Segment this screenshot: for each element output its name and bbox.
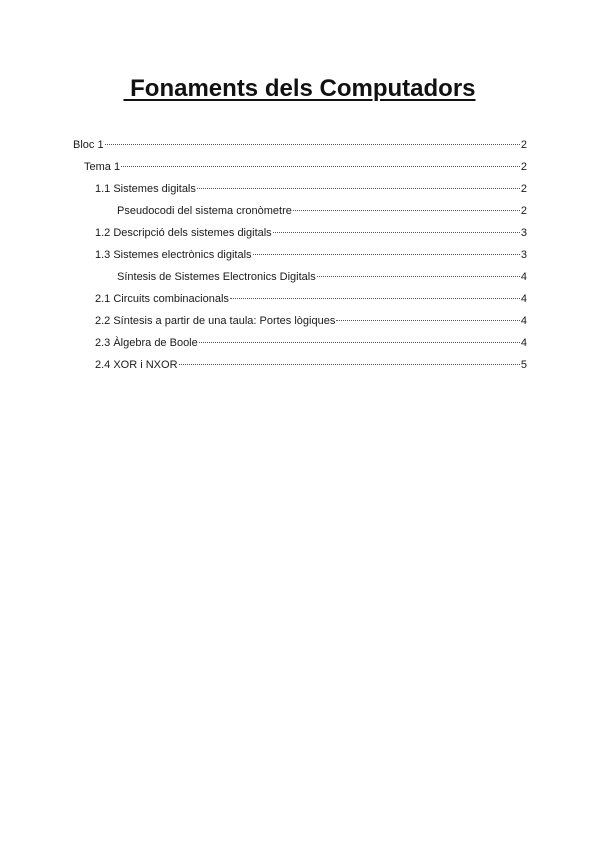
document-title [0,74,599,104]
document-title-text: Fonaments dels Computadors [123,75,476,102]
toc-dot-leader [253,253,520,255]
toc-entry-page: 2 [520,183,527,195]
toc-entry-1-2[interactable] [73,222,527,244]
toc-dot-leader [317,275,520,277]
toc-entry-label: 2.4 XOR i NXOR [95,359,178,371]
toc-dot-leader [197,187,520,189]
toc-dot-leader [273,231,520,233]
toc-entry-label: Bloc 1 [73,139,104,151]
toc-entry-label: 1.1 Sistemes digitals [95,183,196,195]
toc-dot-leader [336,319,520,321]
toc-entry-label: 1.2 Descripció dels sistemes digitals [95,227,272,239]
toc-entry-2-2[interactable] [73,310,527,332]
toc-entry-page: 4 [520,293,527,305]
toc-entry-page: 4 [520,337,527,349]
toc-entry-label: Pseudocodi del sistema cronòmetre [117,205,292,217]
toc-entry-tema-1[interactable] [73,156,527,178]
toc-entry-pseudocodi[interactable] [73,200,527,222]
toc-dot-leader [179,363,520,365]
toc-entry-2-3[interactable] [73,332,527,354]
toc-entry-1-3[interactable] [73,244,527,266]
toc-dot-leader [293,209,520,211]
toc-entry-bloc-1[interactable] [73,134,527,156]
toc-dot-leader [121,165,520,167]
toc-entry-label: 2.2 Síntesis a partir de una taula: Portes lògiques [95,315,336,327]
toc-dot-leader [199,341,520,343]
toc-entry-page: 3 [520,227,527,239]
toc-entry-label: Tema 1 [84,161,121,173]
toc-entry-2-4[interactable] [73,354,527,376]
toc-entry-page: 2 [520,139,527,151]
toc-entry-page: 2 [520,161,527,173]
toc-dot-leader [105,143,520,145]
toc-entry-page: 2 [520,205,527,217]
toc-entry-label: 1.3 Sistemes electrònics digitals [95,249,252,261]
toc-entry-page: 4 [520,271,527,283]
toc-entry-label: Síntesis de Sistemes Electronics Digitals [117,271,316,283]
toc-entry-label: 2.1 Circuits combinacionals [95,293,229,305]
toc-entry-page: 3 [520,249,527,261]
table-of-contents [73,134,527,376]
toc-entry-2-1[interactable] [73,288,527,310]
toc-entry-page: 5 [520,359,527,371]
toc-entry-page: 4 [520,315,527,327]
toc-dot-leader [230,297,520,299]
toc-entry-label: 2.3 Àlgebra de Boole [95,337,198,349]
toc-entry-sintesis[interactable] [73,266,527,288]
toc-entry-1-1[interactable] [73,178,527,200]
